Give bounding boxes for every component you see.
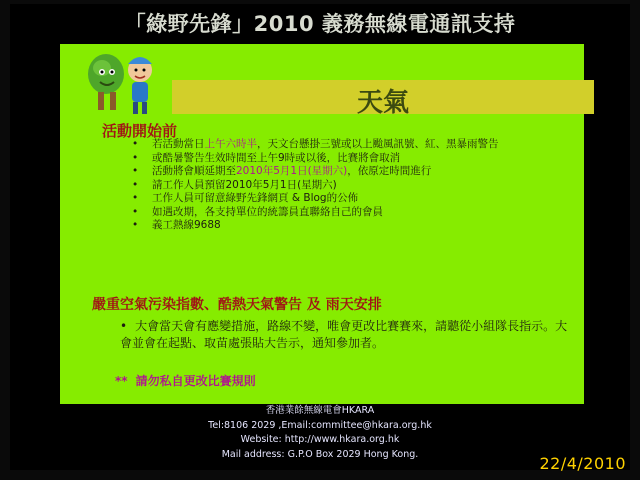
bullet-icon: •: [132, 178, 139, 191]
contact-line: Tel:8106 2029 ,Email:committee@hkara.org.hk: [208, 419, 432, 431]
slide: [60, 44, 584, 404]
list-item: • 若活動當日上午六時半，天文台懸掛三號或以上颱風訊號、紅、黑暴雨警告: [132, 138, 499, 150]
bullet-icon: •: [132, 205, 139, 218]
page-title: 「綠野先鋒」2010 義務無線電通訊支持: [124, 12, 516, 36]
asterisk-icon: **: [115, 374, 128, 388]
weather-heading: 天氣: [356, 88, 409, 118]
bullet-icon: •: [132, 165, 139, 177]
bullet-icon: •: [132, 192, 139, 204]
mascot-icon: [82, 48, 164, 120]
mail-line: Mail address: G.P.O Box 2029 Hong Kong.: [221, 448, 419, 460]
date-stamp: 22/4/2010: [539, 454, 626, 473]
org-name: 香港業餘無線電會HKARA: [265, 405, 375, 416]
list-item: • 或酷暑警告生效時間至上午9時或以後，比賽將會取消: [132, 151, 401, 164]
list-item: • 請工作人員預留2010年5月1日(星期六): [132, 178, 337, 191]
warning-note: ** 請勿私自更改比賽規則: [115, 374, 256, 388]
bullet-icon: •: [132, 151, 139, 164]
section-heading-before-event: 活動開始前: [102, 122, 178, 140]
website-line: Website: http://www.hkara.org.hk: [240, 434, 400, 445]
bullet-list: [132, 138, 572, 233]
contingency-paragraph: • 大會當天會有應變措施，路線不變，唯會更改比賽賽來，請聽從小組隊長指示。大會並會在起點、取苗處張貼大告示，通知參加者。: [120, 319, 568, 350]
bullet-icon: •: [120, 319, 128, 333]
section-heading-air-pollution: 嚴重空氣污染指數、酷熱天氣警告 及 雨天安排: [92, 297, 382, 313]
list-item: • 工作人員可留意綠野先鋒網頁 & Blog的公佈: [132, 192, 359, 204]
bullet-icon: •: [132, 219, 139, 231]
list-item: • 如遇改期，各支持單位的統籌員直聯絡自己的會員: [132, 205, 383, 218]
list-item: • 活動將會順延期至2010年5月1日(星期六)，依原定時間進行: [132, 165, 432, 177]
bullet-icon: •: [132, 138, 139, 150]
list-item: • 義工熱線9688: [132, 219, 221, 231]
weather-banner: [172, 80, 594, 118]
